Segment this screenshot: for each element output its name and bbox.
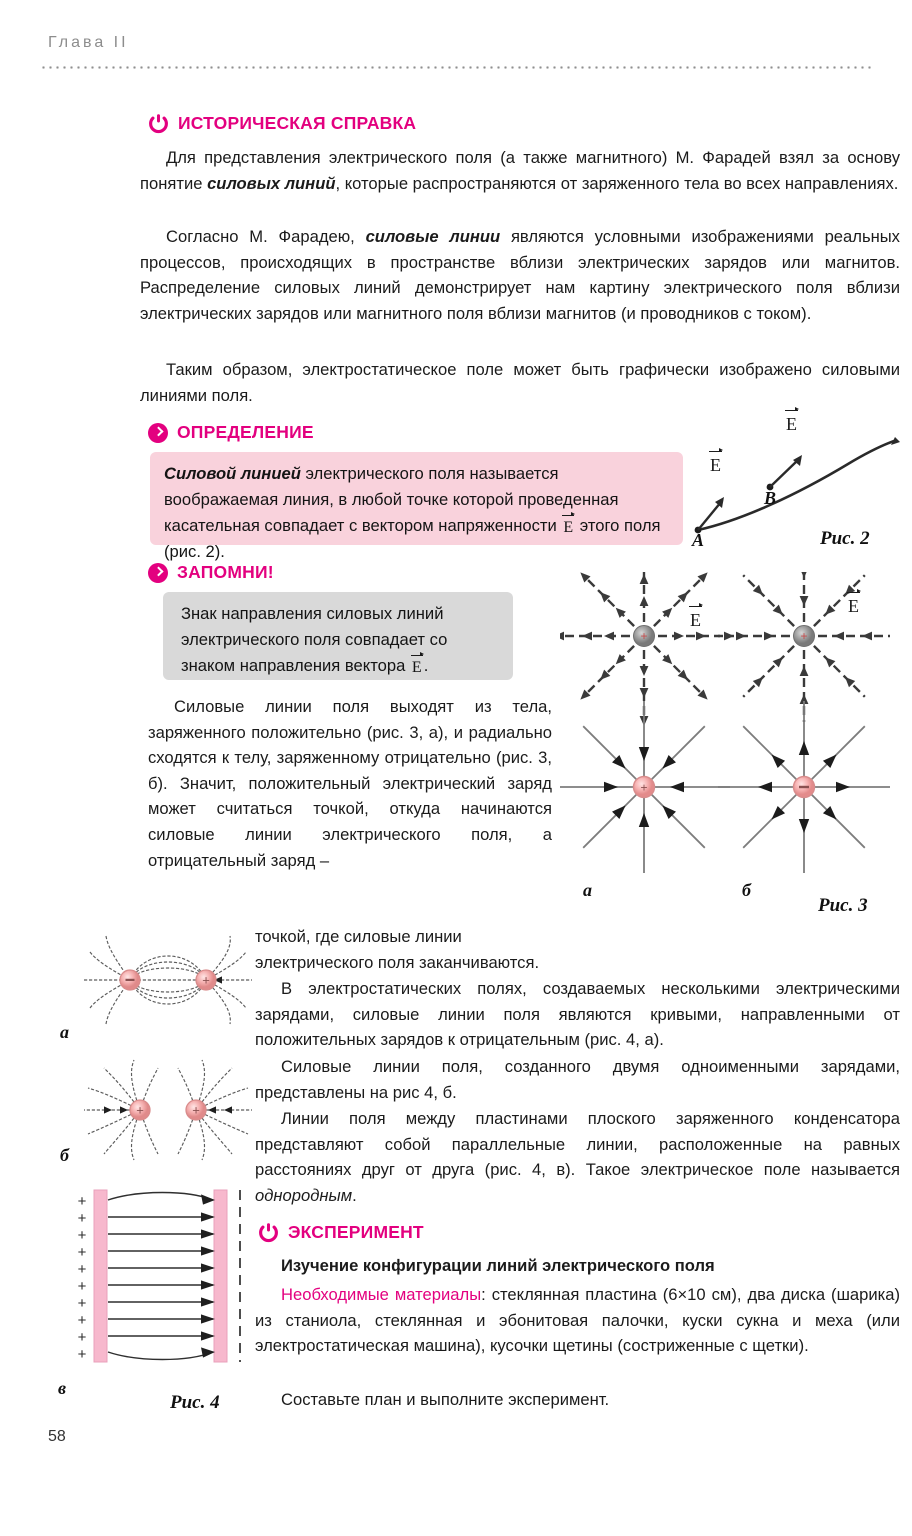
para-text: являются условными изображениями реальных процессов, происходящих в пространстве вблизи электрических зарядов или магнитов. Распределение силовых линий демонстрирует нам картину электрического поля вблизи электрических зарядов или магнитного поля вблизи магнитов (и проводников с током). <box>140 227 900 323</box>
figure-2-caption: Рис. 2 <box>820 528 870 549</box>
definition-callout-box <box>150 452 683 561</box>
svg-text:+: + <box>77 1261 87 1278</box>
paragraph-body-2: Силовые линии поля, созданного двумя одноименными зарядами, представлены на рис 4, б. <box>255 1057 900 1102</box>
section-heading-historical <box>148 113 416 134</box>
vector-e-symbol: E <box>563 519 574 536</box>
svg-text:+: + <box>192 1102 200 1118</box>
svg-text:+: + <box>77 1346 87 1363</box>
paragraph-continuation-line2: электрического поля заканчиваются. <box>255 953 540 972</box>
paragraph-capacitor <box>255 1106 900 1208</box>
svg-text:+: + <box>77 1193 87 1210</box>
experiment-subtitle: Изучение конфигурации линий электрического поля <box>281 1256 715 1275</box>
figure-2-vector-label-b: E <box>786 414 797 434</box>
section-title-historical: ИСТОРИЧЕСКАЯ СПРАВКА <box>178 113 417 133</box>
section-heading-experiment <box>258 1222 424 1243</box>
svg-text:+: + <box>136 1102 144 1118</box>
figure-3 <box>560 572 900 882</box>
para-emphasis: силовые линии <box>365 227 501 246</box>
svg-text:+: + <box>202 972 210 988</box>
definition-term: Силовой линией <box>164 464 301 483</box>
svg-text:+: + <box>77 1278 87 1295</box>
remember-callout-box <box>163 592 513 680</box>
section-title-definition: ОПРЕДЕЛЕНИЕ <box>177 422 314 442</box>
figure-4v-capacitor <box>68 1182 258 1374</box>
figure-4-label-v: в <box>58 1378 67 1398</box>
paragraph-historical-2 <box>140 224 900 326</box>
chapter-running-head: Глава II <box>48 34 129 51</box>
paragraph-historical-1 <box>140 145 900 196</box>
definition-text: этого поля (рис. 2). <box>164 516 661 561</box>
para-text: , которые распространяются от заряженного тела во всех направлениях. <box>335 173 899 193</box>
materials-label: Необходимые материалы <box>281 1285 482 1304</box>
svg-text:+: + <box>77 1227 87 1244</box>
para-text: Согласно М. Фарадею, <box>166 227 366 246</box>
vector-e-symbol: E <box>411 659 422 676</box>
figure-2-vector-label-a: E <box>710 455 721 475</box>
figure-4a-dipole <box>82 930 254 1030</box>
remember-text: Знак направления силовых линий электрического поля совпадает со знаком направления вектора <box>181 604 448 675</box>
para-emphasis: однородным <box>255 1185 353 1205</box>
materials-text: : стеклянная пластина (6×10 см), два диска (шарика) из станиола, стеклянная и эбонитовая палочки, куски сукна и меха (или электростатическая машина), кусочки щетины (состриженные с щетки). <box>255 1285 900 1356</box>
remember-text: . <box>423 656 429 675</box>
figure-4-label-b: б <box>60 1145 69 1165</box>
svg-text:+: + <box>77 1244 87 1261</box>
paragraph-historical-3: Таким образом, электростатическое поле может быть графически изображено силовыми линиями поля. <box>140 360 900 405</box>
figure-2-point-b: B <box>764 488 777 508</box>
header-dotted-rule <box>40 66 872 69</box>
paragraph-continuation-line1: точкой, где силовые линии <box>255 927 462 946</box>
figure-4-caption: Рис. 4 <box>170 1392 220 1413</box>
figure-3-label-a: а <box>583 880 592 900</box>
section-title-remember: ЗАПОМНИ! <box>177 562 274 582</box>
svg-text:+: + <box>77 1312 87 1329</box>
figure-3-label-b: б <box>742 880 751 900</box>
svg-text:+: + <box>77 1210 87 1227</box>
figure-3-vector-label-b: E <box>848 596 859 616</box>
power-icon <box>258 1222 279 1243</box>
svg-text:+: + <box>640 629 648 643</box>
chevron-circle-icon <box>148 423 168 443</box>
power-icon <box>148 113 169 134</box>
para-emphasis: силовых линий <box>207 173 336 193</box>
paragraph-narrow-column: Силовые линии поля выходят из тела, заряженного положительно (рис. 3, а), и радиально сходятся к телу, заряженному отрицательно (рис. 3, б). Значит, положительный электрический заряд может считаться точкой, откуда начинаются силовые линии электрического поля, а отрицательный заряд – <box>148 697 552 870</box>
experiment-closing: Составьте план и выполните эксперимент. <box>281 1390 610 1409</box>
page-number: 58 <box>48 1428 66 1445</box>
para-text: Для представления электрического поля (а также магнитного) М. Фарадей взял за основу понятие <box>140 148 900 193</box>
figure-3-vector-label-a: E <box>690 610 701 630</box>
section-heading-remember <box>148 562 274 583</box>
figure-4b-like-charges <box>82 1058 254 1163</box>
figure-2-point-a: A <box>692 530 705 550</box>
svg-text:+: + <box>77 1329 87 1346</box>
svg-text:+: + <box>640 780 648 795</box>
chevron-circle-icon <box>148 563 168 583</box>
section-title-experiment: ЭКСПЕРИМЕНТ <box>288 1222 424 1242</box>
figure-2 <box>688 412 900 550</box>
experiment-materials <box>255 1282 900 1359</box>
definition-text: электрического поля называется воображаемая линия, в любой точке которой проведенная касательная совпадает с вектором напряженности <box>164 464 619 535</box>
svg-text:+: + <box>800 629 808 643</box>
figure-3-caption: Рис. 3 <box>818 895 868 916</box>
para-text: . <box>352 1185 357 1205</box>
para-text: Линии поля между пластинами плоского заряженного конденсатора представляют собой параллельные линии, расположенные на равных расстояниях друг от друга (рис. 4, в). Такое электрическое поле называется <box>255 1109 900 1180</box>
svg-text:+: + <box>77 1295 87 1312</box>
paragraph-body-1: В электростатических полях, создаваемых несколькими электрическими зарядами, силовые линии поля являются кривыми, направленными от положительных зарядов к отрицательным (рис. 4, а). <box>255 979 900 1050</box>
section-heading-definition <box>148 422 314 443</box>
figure-4-label-a: а <box>60 1022 69 1042</box>
